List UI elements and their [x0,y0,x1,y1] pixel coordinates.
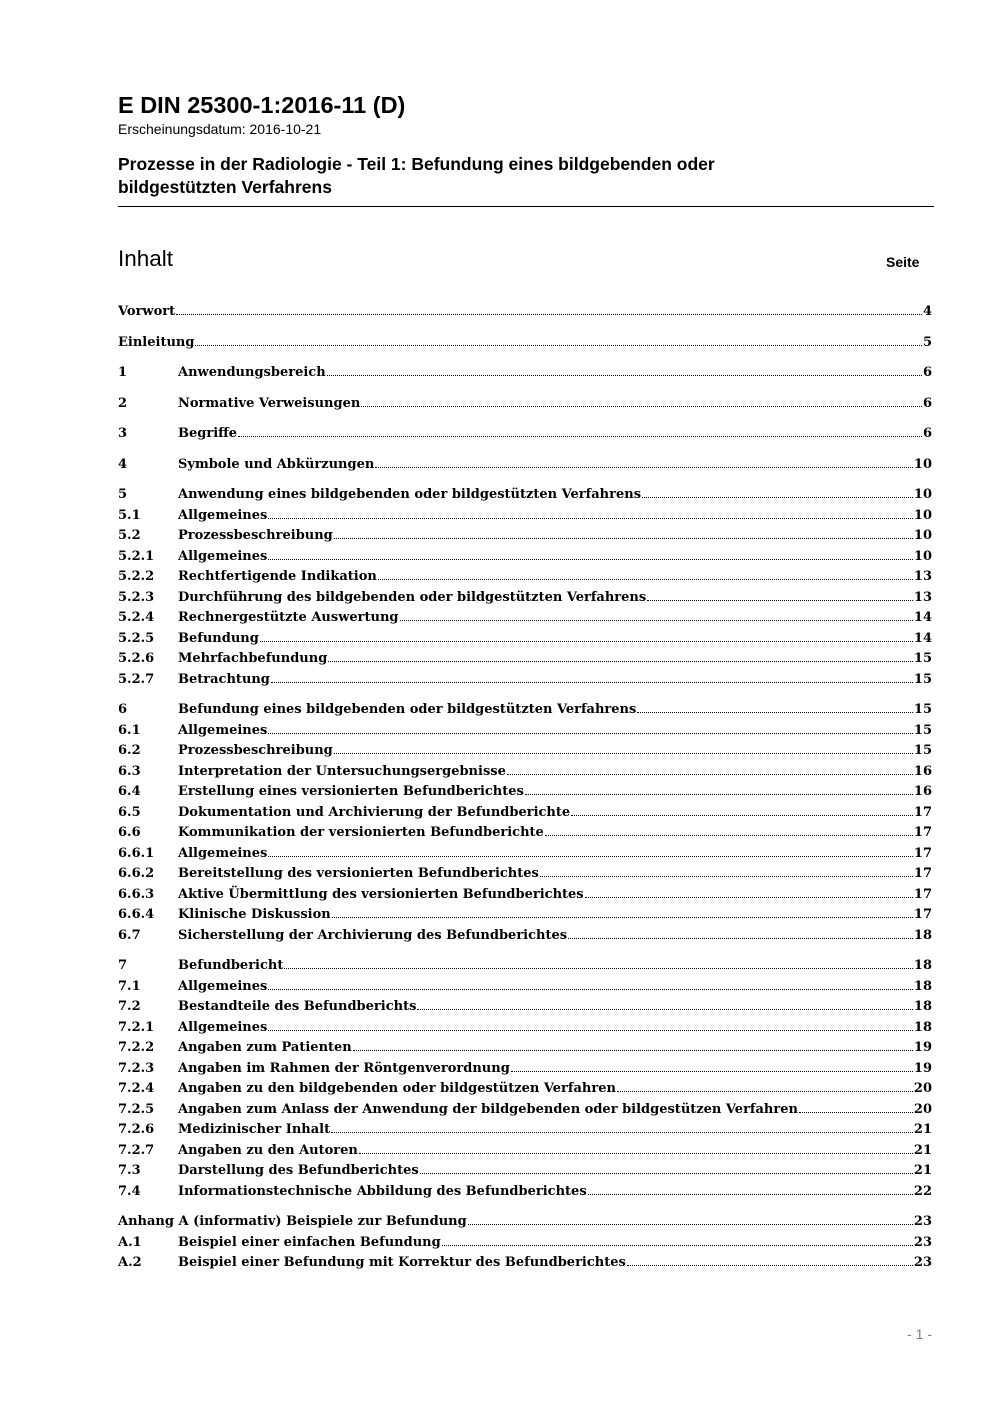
toc-entry-page: 10 [913,507,932,523]
toc-entry-page: 17 [913,886,932,902]
toc-entry-title: Allgemeines [178,1019,268,1035]
toc-entry-page: 17 [913,866,932,881]
toc-entry-title: Dokumentation und Archivierung der Befundberichte [178,804,571,820]
toc-entry-number: 7.1 [118,978,141,994]
document-title [118,153,934,199]
toc-entry-number: A.1 [118,1234,142,1250]
toc-entry-page: 19 [913,1040,932,1055]
toc-entry[interactable] [118,977,932,998]
toc-entry-title: Angaben im Rahmen der Röntgenverordnung [178,1060,510,1076]
toc-entry-title: Angaben zu den Autoren [178,1142,358,1158]
toc-entry-page: 15 [913,702,932,717]
toc-entry[interactable] [118,844,932,865]
toc-entry[interactable] [118,926,932,947]
dot-leader [328,661,913,662]
toc-entry[interactable] [118,782,932,803]
toc-entry[interactable] [118,670,932,691]
dot-leader [268,1030,913,1031]
toc-entry-page: 15 [913,722,932,738]
dot-leader [378,579,913,580]
dot-leader [176,314,922,315]
toc-entry-page: 13 [913,589,932,605]
toc-entry[interactable] [118,485,932,506]
toc-entry-page: 10 [913,456,932,472]
toc-entry-number: 6.6.2 [118,866,155,881]
toc-entry[interactable] [118,1161,932,1182]
header-divider [118,206,934,207]
toc-entry-title: Durchführung des bildgebenden oder bildgestützten Verfahrens [178,589,647,605]
toc-entry-number: 6.6.4 [118,907,155,922]
toc-entry-page: 23 [913,1214,932,1229]
toc-entry-number: 5.1 [118,507,141,523]
toc-entry-title: Begriffe [178,426,238,441]
toc-entry-number: 3 [118,426,128,441]
toc-entry-number: 7.3 [118,1163,141,1178]
toc-entry-number: 5.2.3 [118,589,155,605]
dot-leader [642,497,913,498]
toc-entry-page: 10 [913,528,932,543]
toc-entry[interactable] [118,629,932,650]
toc-entry-page: 21 [913,1122,932,1137]
toc-entry-number: 7.2.3 [118,1060,155,1076]
toc-entry-page: 14 [913,610,932,625]
toc-entry-number: 7.2 [118,999,141,1014]
dot-leader [647,600,913,601]
toc-entry[interactable] [118,1059,932,1080]
toc-entry-page: 17 [913,907,932,922]
document-header [118,90,934,199]
toc-entry-page: 23 [913,1255,932,1270]
toc-entry-title: Symbole und Abkürzungen [178,456,375,472]
toc-entry-number: 7 [118,958,128,973]
toc-entry-title: Anwendungsbereich [178,365,326,380]
dot-leader [420,1173,913,1174]
dot-leader [353,1050,913,1051]
toc-entry-page: 15 [913,671,932,687]
toc-entry-title: Einleitung [118,334,195,350]
toc-entry-page: 14 [913,630,932,646]
toc-entry-title: Kommunikation der versionierten Befundberichte [178,825,544,840]
toc-entry-number: 6.1 [118,722,141,738]
toc-entry-title: Normative Verweisungen [178,395,361,411]
toc-entry-page: 4 [922,304,932,319]
toc-entry-title: Allgemeines [178,722,268,738]
toc-entry-page: 5 [922,334,932,350]
dot-leader [442,1245,913,1246]
document-id: E DIN 25300-1:2016-11 (D) [118,92,406,118]
toc-entry[interactable] [118,823,932,844]
toc-entry-number: 2 [118,395,128,411]
toc-entry-page: 6 [922,365,932,380]
toc-entry-number: 7.2.2 [118,1040,155,1055]
dot-leader [195,345,922,346]
toc-entry[interactable] [118,905,932,926]
toc-entry-number: 5.2.6 [118,651,155,666]
toc-entry-number: 5.2 [118,528,141,543]
dot-leader [327,375,922,376]
toc-entry-page: 13 [913,569,932,584]
toc-entry[interactable] [118,455,932,476]
toc-entry-page: 23 [913,1234,932,1250]
toc-entry-page: 10 [913,487,932,502]
toc-entry-title: Angaben zum Patienten [178,1040,352,1055]
toc-entry-page: 18 [913,1019,932,1035]
dot-leader [268,518,913,519]
toc-entry-title: Bereitstellung des versionierten Befundberichtes [178,866,539,881]
toc-entry[interactable] [118,1253,932,1274]
toc-entry-title: Erstellung eines versionierten Befundberichtes [178,784,524,799]
toc-entry-number: 6.7 [118,927,141,943]
toc-entry-number: 5.2.2 [118,569,155,584]
page-number: - 1 - [907,1326,932,1342]
toc-entry-page: 16 [913,784,932,799]
toc-entry-title: Angaben zum Anlass der Anwendung der bildgebenden oder bildgestützen Verfahren [178,1101,798,1117]
toc-entry-title: Prozessbeschreibung [178,743,333,758]
toc-entry[interactable] [118,1120,932,1141]
toc-entry[interactable] [118,547,932,568]
dot-leader [332,917,913,918]
toc-entry-page: 17 [913,825,932,840]
toc-entry-page: 15 [913,743,932,758]
dot-leader [540,876,913,877]
dot-leader [585,897,913,898]
toc-entry[interactable] [118,1038,932,1059]
toc-entry-title: Allgemeines [178,548,268,564]
dot-leader [400,620,913,621]
toc-entry-number: 7.2.1 [118,1019,155,1035]
toc-entry[interactable] [118,803,932,824]
toc-entry[interactable] [118,1212,932,1233]
toc-entry[interactable] [118,394,932,415]
toc-entry-title: Befundung eines bildgebenden oder bildgestützten Verfahrens [178,702,637,717]
dot-leader [331,1132,913,1133]
toc-entry-page: 20 [913,1101,932,1117]
dot-leader [334,538,913,539]
toc-entry-number: 1 [118,365,128,380]
toc-entry-title: Rechnergestützte Auswertung [178,610,399,625]
toc-entry[interactable] [118,864,932,885]
toc-entry-page: 18 [913,958,932,973]
toc-entry[interactable] [118,956,932,977]
toc-entry-title: Klinische Diskussion [178,907,331,922]
dot-leader [627,1265,913,1266]
toc-entry-number: 6.6 [118,825,141,840]
toc-entry-number: 6 [118,702,128,717]
toc-entry-number: 6.5 [118,804,141,820]
toc-entry-number: 6.4 [118,784,141,799]
dot-leader [507,774,913,775]
toc-entry-title: Befundbericht [178,958,284,973]
toc-entry-title: Aktive Übermittlung des versionierten Befundberichtes [178,886,584,902]
toc-entry[interactable] [118,424,932,445]
toc-entry-number: 7.2.4 [118,1081,155,1096]
toc-entry-page: 6 [922,426,932,441]
toc-entry-number: A.2 [118,1255,142,1270]
dot-leader [568,938,913,939]
toc-entry[interactable] [118,997,932,1018]
toc-entry-number: 5.2.5 [118,630,155,646]
toc-entry[interactable] [118,1018,932,1039]
dot-leader [359,1153,913,1154]
document-title-line-1: Prozesse in der Radiologie - Teil 1: Befundung eines bildgebenden oder [118,154,715,174]
dot-leader [525,794,913,795]
toc-entry-title: Allgemeines [178,507,268,523]
toc-entry-number: 4 [118,456,128,472]
dot-leader [271,682,913,683]
dot-leader [799,1112,913,1113]
dot-leader [468,1224,913,1225]
toc-entry[interactable] [118,588,932,609]
toc-entry-page: 15 [913,651,932,666]
toc-entry-title: Interpretation der Untersuchungsergebnisse [178,763,506,779]
toc-entry[interactable] [118,608,932,629]
toc-entry-title: Angaben zu den bildgebenden oder bildgestützen Verfahren [178,1081,616,1096]
toc-entry-number: 5.2.4 [118,610,155,625]
toc-entry-number: 7.2.5 [118,1101,155,1117]
dot-leader [417,1009,913,1010]
toc-entry-title: Anhang A (informativ) Beispiele zur Befundung [118,1214,467,1229]
toc-entry-title: Beispiel einer Befundung mit Korrektur des Befundberichtes [178,1255,626,1270]
dot-leader [238,436,922,437]
toc-entry-title: Vorwort [118,304,176,319]
toc-entry[interactable] [118,333,932,354]
toc-entry[interactable] [118,885,932,906]
toc-entry-number: 5.2.1 [118,548,155,564]
dot-leader [268,559,913,560]
toc-entry[interactable] [118,567,932,588]
toc-entry-title: Bestandteile des Befundberichts [178,999,417,1014]
toc-entry-page: 16 [913,763,932,779]
toc-entry-title: Darstellung des Befundberichtes [178,1163,419,1178]
dot-leader [511,1071,913,1072]
toc-entry[interactable] [118,1233,932,1254]
toc-entry-number: 6.2 [118,743,141,758]
table-of-contents [118,302,932,1274]
toc-entry-page: 17 [913,804,932,820]
toc-entry[interactable] [118,721,932,742]
toc-entry-page: 22 [913,1183,932,1199]
toc-entry-page: 21 [913,1163,932,1178]
toc-entry-page: 18 [913,999,932,1014]
toc-entry-title: Mehrfachbefundung [178,651,328,666]
toc-entry[interactable] [118,506,932,527]
dot-leader [361,406,922,407]
toc-entry-number: 6.6.1 [118,845,155,861]
toc-entry-title: Prozessbeschreibung [178,528,333,543]
dot-leader [334,753,913,754]
toc-entry-title: Allgemeines [178,845,268,861]
toc-entry[interactable] [118,649,932,670]
toc-entry-number: 7.4 [118,1183,141,1199]
dot-leader [637,712,913,713]
toc-entry-title: Rechtfertigende Indikation [178,569,377,584]
toc-entry-title: Beispiel einer einfachen Befundung [178,1234,441,1250]
toc-entry[interactable] [118,526,932,547]
dot-leader [260,641,913,642]
toc-entry-page: 18 [913,927,932,943]
toc-entry-number: 5 [118,487,128,502]
toc-entry-page: 19 [913,1060,932,1076]
toc-entry-title: Informationstechnische Abbildung des Befundberichtes [178,1183,587,1199]
toc-entry-title: Befundung [178,630,259,646]
toc-entry[interactable] [118,302,932,323]
toc-entry[interactable] [118,700,932,721]
toc-entry-number: 6.3 [118,763,141,779]
toc-entry-title: Sicherstellung der Archivierung des Befundberichtes [178,927,568,943]
dot-leader [268,856,913,857]
dot-leader [545,835,913,836]
toc-entry-number: 7.2.7 [118,1142,155,1158]
toc-entry-title: Allgemeines [178,978,268,994]
toc-entry-page: 6 [922,395,932,411]
toc-entry[interactable] [118,1182,932,1203]
toc-entry[interactable] [118,1079,932,1100]
toc-entry-title: Anwendung eines bildgebenden oder bildgestützten Verfahrens [178,487,642,502]
toc-entry-page: 10 [913,548,932,564]
dot-leader [268,989,913,990]
dot-leader [268,733,913,734]
toc-entry[interactable] [118,762,932,783]
toc-entry-page: 20 [913,1081,932,1096]
toc-entry-page: 17 [913,845,932,861]
toc-entry[interactable] [118,741,932,762]
dot-leader [588,1194,913,1195]
page-column-label: Seite [886,254,920,270]
dot-leader [375,467,913,468]
toc-heading: Inhalt [118,246,174,271]
toc-entry-number: 6.6.3 [118,886,155,902]
toc-entry-page: 21 [913,1142,932,1158]
toc-entry[interactable] [118,1141,932,1162]
toc-entry-page: 18 [913,978,932,994]
toc-entry[interactable] [118,1100,932,1121]
document-title-line-2: bildgestützten Verfahrens [118,177,332,197]
toc-entry-number: 5.2.7 [118,671,155,687]
toc-entry-title: Medizinischer Inhalt [178,1122,331,1137]
toc-entry-number: 7.2.6 [118,1122,155,1137]
dot-leader [571,815,913,816]
dot-leader [284,968,913,969]
publication-date: Erscheinungsdatum: 2016-10-21 [118,121,322,137]
dot-leader [617,1091,913,1092]
toc-entry-title: Betrachtung [178,671,270,687]
toc-entry[interactable] [118,363,932,384]
